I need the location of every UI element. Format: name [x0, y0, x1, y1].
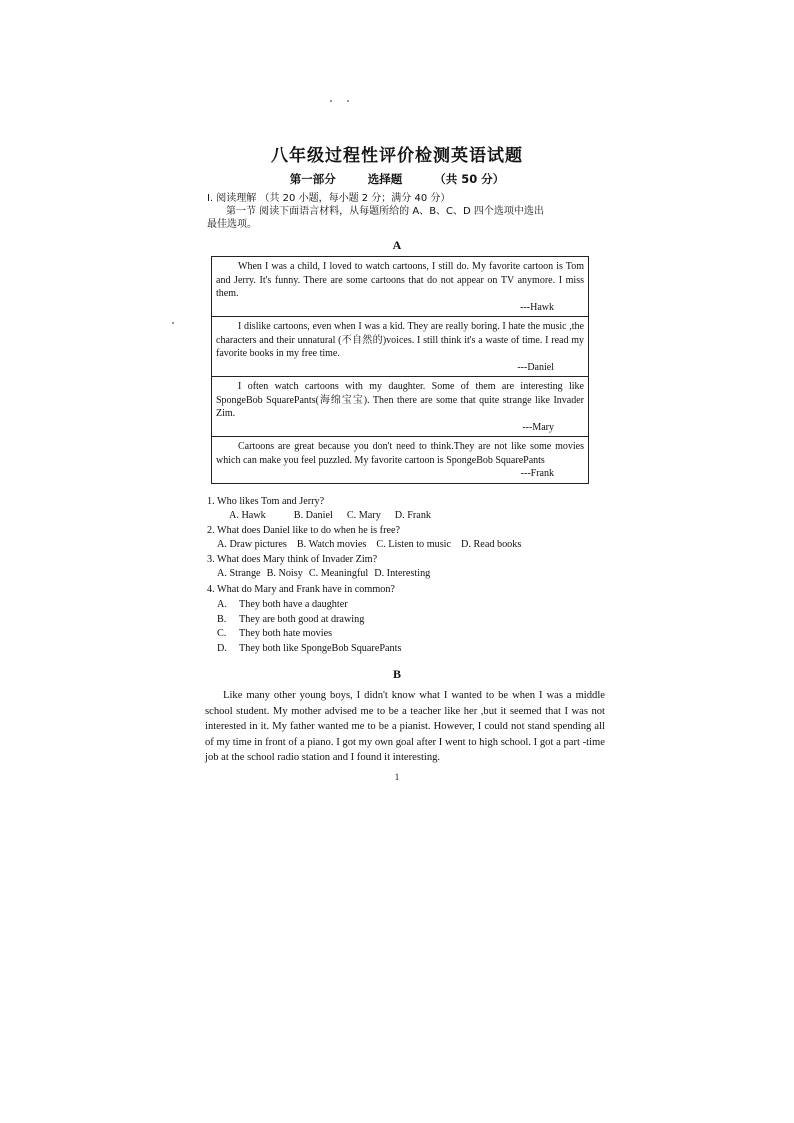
option: C. Meaningful — [308, 568, 369, 579]
opinion-author: ---Hawk — [520, 301, 554, 313]
option: D. Read books — [461, 539, 522, 550]
option: A. Draw pictures — [217, 539, 287, 550]
question-3-options — [217, 568, 440, 579]
part-label: 第一部分 — [289, 172, 336, 186]
option: B. Daniel — [293, 510, 333, 521]
question-1-options — [229, 510, 441, 521]
opinion-text: I dislike cartoons, even when I was a kid. They are really boring. I hate the music ,the characters and their unnatural (不自然的)voices. I still think it's a waste of time. I read my favorite books in my free time. — [216, 321, 584, 359]
opinion-entry — [212, 257, 588, 317]
opinion-text: I often watch cartoons with my daughter. Some of them are interesting like SpongeBob SquarePants(海绵宝宝). Then there are some that quite strange like Invader Zim. — [216, 381, 584, 419]
opinion-entry — [212, 377, 588, 437]
option-letter: D. — [217, 643, 227, 655]
section-heading: I. 阅读理解 （共 20 小题，每小题 2 分；满分 40 分） — [207, 193, 451, 204]
option: A. Strange — [217, 568, 261, 579]
option-text: They are both good at drawing — [239, 613, 365, 625]
opinion-author: ---Mary — [522, 421, 554, 433]
passage-b — [205, 688, 605, 766]
option — [217, 613, 401, 628]
question-4-options — [217, 598, 401, 657]
scan-speck — [347, 100, 349, 102]
page-number: 1 — [394, 772, 400, 782]
option-text: They both hate movies — [239, 628, 333, 640]
option: C. Listen to music — [376, 539, 452, 550]
section-instruction-cont: 最佳选项。 — [207, 219, 257, 230]
opinion-author: ---Daniel — [517, 361, 554, 373]
option: C. Mary — [346, 510, 381, 521]
option — [217, 598, 401, 613]
exam-subtitle — [0, 171, 794, 187]
option — [217, 627, 401, 642]
question-type: 选择题 — [367, 172, 403, 186]
opinion-table — [211, 256, 589, 484]
option: A. Hawk — [229, 510, 266, 521]
question-4: 4. What do Mary and Frank have in common? — [207, 584, 395, 595]
passage-b-letter: B — [392, 667, 401, 681]
option: D. Interesting — [374, 568, 431, 579]
section-instruction: 第一节 阅读下面语言材料，从每题所给的 A、B、C、D 四个选项中选出 — [226, 206, 544, 217]
total-score: （共 50 分） — [434, 172, 505, 186]
question-2-options — [217, 539, 531, 550]
option: D. Frank — [394, 510, 432, 521]
passage-a-letter: A — [392, 238, 402, 252]
option-text: They both like SpongeBob SquarePants — [239, 643, 402, 655]
option-letter: B. — [217, 613, 227, 625]
question-2: 2. What does Daniel like to do when he is free? — [207, 525, 401, 536]
opinion-entry — [212, 437, 588, 483]
option: B. Watch movies — [296, 539, 367, 550]
exam-title: 八年级过程性评价检测英语试题 — [271, 146, 523, 166]
option-text: They both have a daughter — [239, 599, 348, 610]
passage-b-text: Like many other young boys, I didn't know what I wanted to be when I was a middle school student. My mother advised me to be a teacher like her ,but it seemed that I was not interested in it. My father wanted me to be a pianist. However, I could not stand spending all of my time in front of a piano. I got my own goal after I went to high school. I got a part -time job at the school radio station and I found it interesting. — [205, 690, 605, 763]
opinion-text: When I was a child, I loved to watch cartoons, I still do. My favorite cartoon is Tom and Jerry. It's funny. There are some cartoons that do not appear on TV anymore. I miss them. — [216, 261, 584, 299]
option — [217, 642, 401, 657]
question-1: 1. Who likes Tom and Jerry? — [207, 496, 325, 507]
option: B. Noisy — [266, 568, 303, 579]
opinion-author: ---Frank — [520, 468, 554, 479]
scan-speck — [330, 100, 332, 102]
option-letter: A. — [217, 599, 227, 610]
scan-speck — [172, 322, 174, 324]
opinion-text: Cartoons are great because you don't need to think.They are not like some movies which can make you feel puzzled. My favorite cartoon is SpongeBob SquarePants — [216, 441, 584, 466]
question-3: 3. What does Mary think of Invader Zim? — [207, 554, 378, 565]
option-letter: C. — [217, 628, 227, 640]
opinion-entry — [212, 317, 588, 377]
